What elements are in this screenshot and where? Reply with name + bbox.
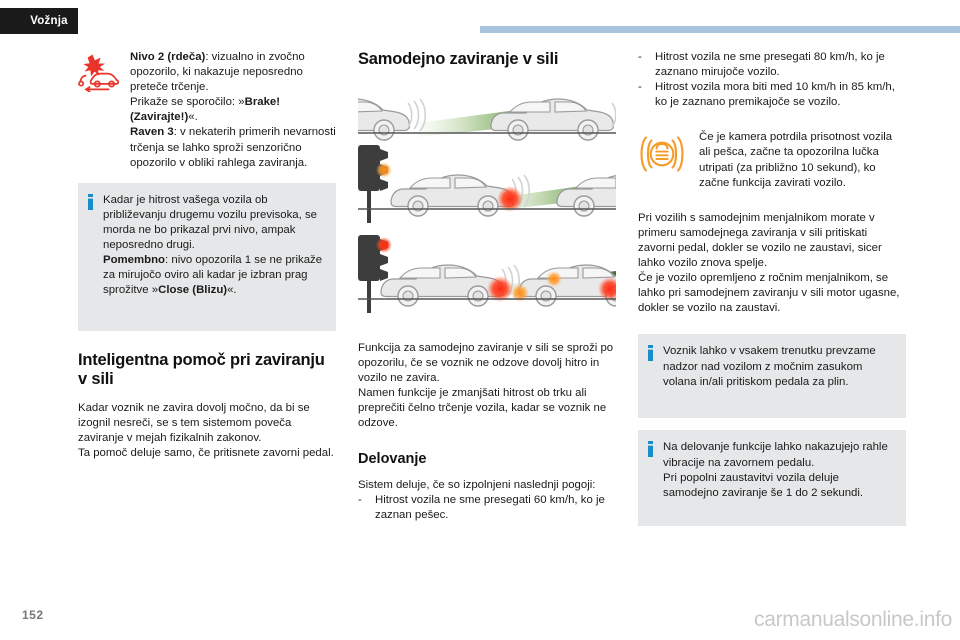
middle-sub-heading: Delovanje [358, 450, 427, 467]
important-bold: Close (Blizu) [158, 284, 228, 297]
left-infobox [78, 183, 336, 331]
brake-warning-block [638, 130, 906, 190]
condition-text: Hitrost vozila mora biti med 10 km/h in 85 km/h, ko je zaznano premikajoče se vozilo. [655, 81, 895, 109]
level3-label: Raven 3 [130, 126, 174, 139]
brake-warning-lamp-orange-icon [638, 130, 686, 179]
info-icon [648, 441, 654, 457]
level2-warning-text [130, 50, 336, 171]
level2-message [130, 95, 336, 125]
dash-marker: - [638, 51, 642, 63]
condition-item [358, 493, 616, 523]
message-bold: Brake! (Zavirajte!) [130, 96, 281, 124]
info-icon [648, 345, 654, 361]
level2-label: Nivo 2 (rdeča) [130, 51, 206, 63]
emergency-braking-sequence-illustration [358, 83, 616, 333]
condition-item [638, 50, 906, 80]
level3-text: : v nekaterih primerih nevarnosti trčenja se lahko sproži senzorično opozorilo v obliki rahlega zaviranja. [130, 126, 336, 169]
header-rule [480, 26, 960, 33]
right-column [638, 50, 906, 526]
level2-warning-block [78, 50, 336, 171]
collision-warning-red-icon [78, 50, 120, 97]
page-number: 152 [22, 608, 44, 622]
condition-text: Hitrost vozila ne sme presegati 60 km/h, ko je zaznan pešec. [375, 493, 605, 521]
middle-column [358, 50, 616, 523]
chapter-tab-label: Vožnja [30, 15, 68, 27]
right-infobox-2-text [663, 440, 894, 500]
brake-warning-text: Če je kamera potrdila prisotnost vozila ali pešca, začne ta opozorilna lučka utripati (za približno 10 sekund), ko začne funkcija zavirati vozilo. [699, 131, 893, 189]
middle-body-1: Funkcija za samodejno zaviranje v sili se sproži po opozorilu, če se voznik ne odzove dovolj hitro in vozilo ne zavira. [358, 342, 614, 385]
message-outro: «. [188, 111, 198, 124]
watermark: carmanualsonline.info [754, 608, 952, 631]
right-body-1: Pri vozilih s samodejnim menjalnikom morate v primeru samodejnega zaviranja v sili pritiskati zavorni pedal, dokler se vozilo ne zaustavi, sicer lahko vozilo znova spelje. [638, 211, 882, 270]
important-outro: «. [227, 284, 237, 297]
dash-marker: - [358, 493, 362, 506]
important-text: : nivo opozorila 1 se ne prikaže za mirujočo oviro ali kadar je izbran prag sprožitve » [103, 254, 323, 297]
right-body-2: Če je vozilo opremljeno z ročnim menjalnikom, se lahko pri samodejnem zaviranju v sili motor ugasne, dokler se vozilo na zaustavi. [638, 272, 900, 315]
middle-section-heading: Samodejno zaviranje v sili [358, 50, 559, 68]
level2-text: : vizualno in zvočno opozorilo, ki nakazuje neposredno preteče trčenje. [130, 51, 305, 94]
right-infobox-2-para1: Na delovanje funkcije lahko nakazujejo rahle vibracije na zavornem pedalu. [663, 441, 888, 469]
dash-marker: - [638, 81, 642, 94]
condition-text: Hitrost vozila ne sme presegati 80 km/h, ko je zaznano mirujoče vozilo. [655, 51, 885, 79]
message-intro: Prikaže se sporočilo: » [130, 96, 245, 109]
conditions-intro: Sistem deluje, če so izpolnjeni naslednji pogoji: [358, 478, 596, 491]
left-body-1: Kadar voznik ne zavira dovolj močno, da bi se izognil nesreči, se s tem sistemom poveča zaviranje v mejah fizikalnih zakonov. [78, 401, 310, 444]
left-infobox-text [103, 193, 324, 299]
info-icon [88, 194, 94, 210]
right-infobox-2-para2: Pri popolni zaustavitvi vozila deluje samodejno zaviranje še 1 do 2 sekundi. [663, 471, 864, 499]
level3-paragraph [130, 125, 336, 170]
important-label: Pomembno [103, 254, 166, 267]
right-infobox-1 [638, 334, 906, 418]
level2-paragraph [130, 50, 336, 95]
left-infobox-para1: Kadar je hitrost vašega vozila ob približevanju drugemu vozilu previsoka, se morda ne bo prikazal prvi nivo, ampak neposredno drugi. [103, 193, 317, 252]
condition-item [638, 80, 906, 110]
middle-body-2: Namen funkcije je zmanjšati hitrost ob trku ali preprečiti čelno trčenje vozila, kadar se voznik ne odzove. [358, 387, 607, 430]
right-infobox-1-text: Voznik lahko v vsakem trenutku prevzame nadzor nad vozilom z močnim zasukom volana in/ali pritiskom pedala za plin. [663, 345, 876, 388]
left-column [78, 50, 336, 461]
left-infobox-para2 [103, 253, 324, 298]
left-body-2: Ta pomoč deluje samo, če pritisnete zavorni pedal. [78, 447, 334, 460]
left-section-heading: Inteligentna pomoč pri zaviranju v sili [78, 350, 325, 388]
right-infobox-2 [638, 430, 906, 526]
